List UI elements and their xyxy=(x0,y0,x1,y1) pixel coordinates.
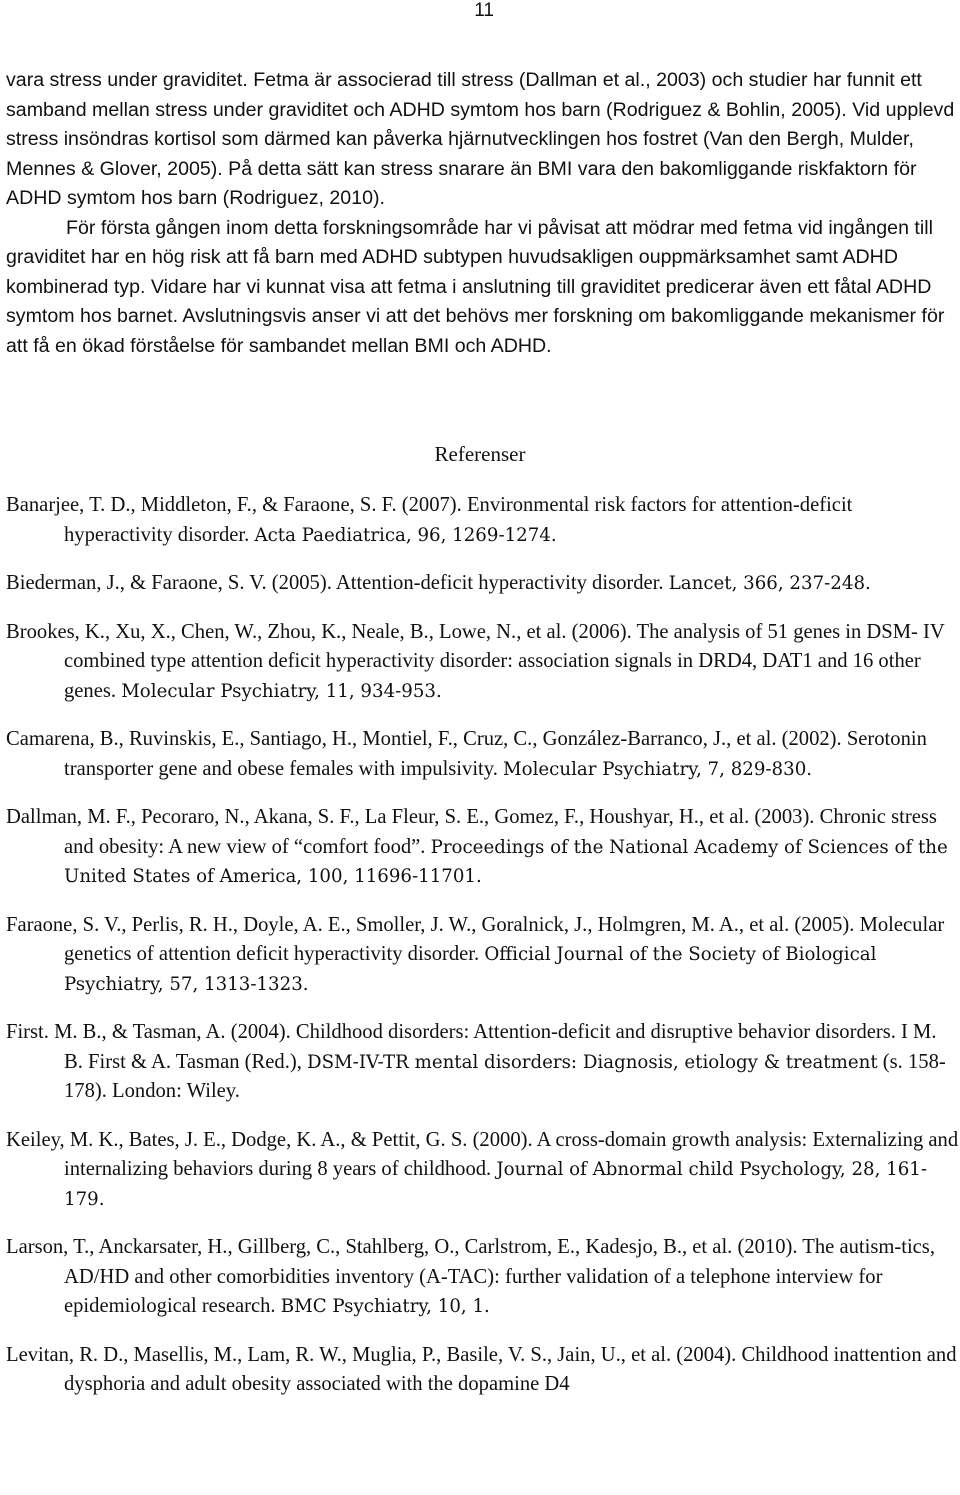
reference-text: Keiley, M. K., Bates, J. E., Dodge, K. A., & Pettit, G. S. (2000). A cross-domain growth analysis: Externalizing and internalizing behaviors during 8 years of childhood. xyxy=(6,1128,959,1180)
reference-item xyxy=(6,1341,960,1400)
reference-item xyxy=(6,1233,960,1322)
references-heading: Referenser xyxy=(434,442,526,466)
reference-item xyxy=(6,618,960,707)
reference-text: Dallman, M. F., Pecoraro, N., Akana, S. F., La Fleur, S. E., Gomez, F., Houshyar, H., et al. (2003). Chronic stress and obesity: A new view of “comfort food”. xyxy=(6,806,937,858)
page-number: 11 xyxy=(474,0,494,21)
paragraph-2: För första gången inom detta forskningsområde har vi påvisat att mödrar med fetma vid ingången till graviditet har en hög risk att få barn med ADHD subtypen huvudsakligen ouppmärksamhet samt ADHD kombinerad typ. Vidare har vi kunnat visa att fetma i anslutning till graviditet predicerar även ett fåtal ADHD symtom hos barnet. Avslutningsvis anser vi att det behövs mer forskning om bakomliggande mekanismer för att få en ökad förståelse för sambandet mellan BMI och ADHD. xyxy=(6,216,945,357)
body-text xyxy=(6,66,960,361)
reference-journal: Acta Paediatrica, 96, 1269-1274. xyxy=(254,524,557,546)
reference-text: Larson, T., Anckarsater, H., Gillberg, C., Stahlberg, O., Carlstrom, E., Kadesjo, B., et al. (2010). The autism-tics, AD/HD and other comorbidities inventory (A-TAC): further validation of a telephone interview for epidemiological research. xyxy=(6,1236,935,1317)
reference-text: Camarena, B., Ruvinskis, E., Santiago, H., Montiel, F., Cruz, C., González-Barranco, J., et al. (2002). Serotonin transporter gene and obese females with impulsivity. xyxy=(6,728,927,780)
reference-item xyxy=(6,803,960,892)
reference-journal: Molecular Psychiatry, 11, 934-953. xyxy=(121,680,442,702)
reference-item xyxy=(6,1126,960,1215)
reference-journal: Molecular Psychiatry, 7, 829-830. xyxy=(503,758,813,780)
reference-journal: DSM-IV-TR mental disorders: Diagnosis, etiology & treatment xyxy=(307,1051,878,1073)
reference-list xyxy=(6,491,960,1419)
reference-text: Levitan, R. D., Masellis, M., Lam, R. W., Muglia, P., Basile, V. S., Jain, U., et al. (2004). Childhood inattention and dysphoria and adult obesity associated with the dopamine D4 xyxy=(6,1343,957,1395)
reference-text: Faraone, S. V., Perlis, R. H., Doyle, A. E., Smoller, J. W., Goralnick, J., Holmgren, M. A., et al. (2005). Molecular genetics of attention deficit hyperactivity disorder. xyxy=(6,913,945,965)
reference-journal: BMC Psychiatry, 10, 1. xyxy=(280,1296,490,1317)
reference-journal: Proceedings of the National Academy of Sciences of the United States of America, 100, 11696-11701. xyxy=(64,836,948,887)
reference-journal: Official Journal of the Society of Biological Psychiatry, 57, 1313-1323. xyxy=(64,944,877,995)
reference-item xyxy=(6,1018,960,1107)
paragraph-1: vara stress under graviditet. Fetma är associerad till stress (Dallman et al., 2003) och studier har funnit ett samband mellan stress under graviditet och ADHD symtom hos barn (Rodriguez & Bohlin, 2005). Vid upplevd stress insöndras kortisol som därmed kan påverka hjärnutvecklingen hos fostret (Van den Bergh, Mulder, Mennes & Glover, 2005). På detta sätt kan stress snarare än BMI vara den bakomliggande riskfaktorn för ADHD symtom hos barn (Rodriguez, 2010). xyxy=(6,69,955,209)
reference-item xyxy=(6,569,960,599)
reference-text: Brookes, K., Xu, X., Chen, W., Zhou, K., Neale, B., Lowe, N., et al. (2006). The analysis of 51 genes in DSM- IV combined type attention deficit hyperactivity disorder: association signals in DRD4, DAT1 and 16 other genes. xyxy=(6,620,945,702)
reference-text: Banarjee, T. D., Middleton, F., & Faraone, S. F. (2007). Environmental risk factors for attention-deficit hyperactivity disorder. xyxy=(6,494,853,546)
reference-item xyxy=(6,491,960,550)
reference-item xyxy=(6,911,960,1000)
reference-tail: (s. 158-178). London: Wiley. xyxy=(64,1050,946,1102)
reference-text: Biederman, J., & Faraone, S. V. (2005). Attention-deficit hyperactivity disorder. xyxy=(6,572,669,594)
reference-item xyxy=(6,725,960,784)
reference-journal: Journal of Abnormal child Psychology, 28, 161-179. xyxy=(64,1159,928,1210)
reference-text: First. M. B., & Tasman, A. (2004). Childhood disorders: Attention-deficit and disruptive behavior disorders. I M. B. First & A. Tasman (Red.), xyxy=(6,1021,937,1073)
reference-journal: Lancet, 366, 237-248. xyxy=(668,573,871,594)
